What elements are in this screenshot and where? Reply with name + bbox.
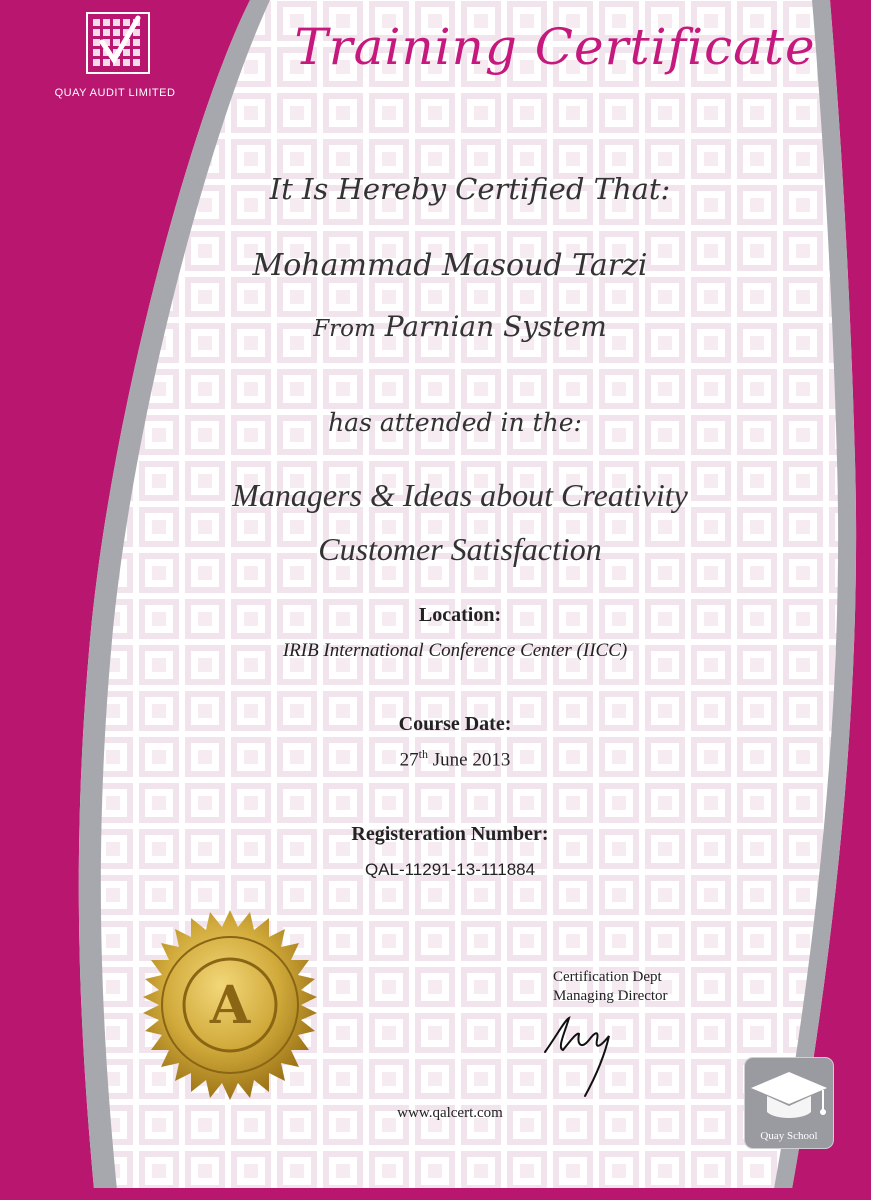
signatory-title: Managing Director <box>553 988 668 1004</box>
location-value: IRIB International Conference Center (IICC) <box>282 640 628 661</box>
course-date-label: Course Date: <box>398 713 512 735</box>
course-line: Customer Satisfaction <box>318 531 602 567</box>
location-label: Location: <box>418 604 502 626</box>
organization-line <box>230 310 690 343</box>
website-url: www.qalcert.com <box>397 1105 503 1121</box>
quay-school-label: Quay School <box>760 1130 818 1142</box>
handwritten-signature <box>535 1010 645 1105</box>
certificate-title: Training Certificate <box>294 18 816 76</box>
registration-number: QAL-11291-13-111884 <box>364 860 536 879</box>
gold-seal-icon <box>130 905 330 1105</box>
course-title <box>180 468 740 576</box>
company-name: QUAY AUDIT LIMITED <box>54 87 176 99</box>
course-line: Managers & Ideas about Creativity <box>232 477 688 513</box>
attended-line: has attended in the: <box>328 408 582 437</box>
recipient-name: Mohammad Masoud Tarzi <box>252 248 648 283</box>
svg-text:A: A <box>209 975 251 1036</box>
course-date-value <box>355 747 555 771</box>
date-day: 27 <box>399 749 419 771</box>
from-label: From <box>313 316 376 342</box>
graduation-cap-icon <box>745 1058 833 1128</box>
quay-school-badge <box>744 1057 834 1149</box>
date-rest: June 2013 <box>428 749 511 771</box>
registration-label: Registeration Number: <box>351 823 549 845</box>
signatory <box>553 968 723 1006</box>
company-logo <box>86 12 150 74</box>
checkmark-grid-logo-icon <box>88 14 148 72</box>
date-suffix: th <box>418 747 428 761</box>
organization-name: Parnian System <box>384 310 607 343</box>
signatory-department: Certification Dept <box>553 969 662 985</box>
certified-line: It Is Hereby Certified That: <box>269 172 671 206</box>
